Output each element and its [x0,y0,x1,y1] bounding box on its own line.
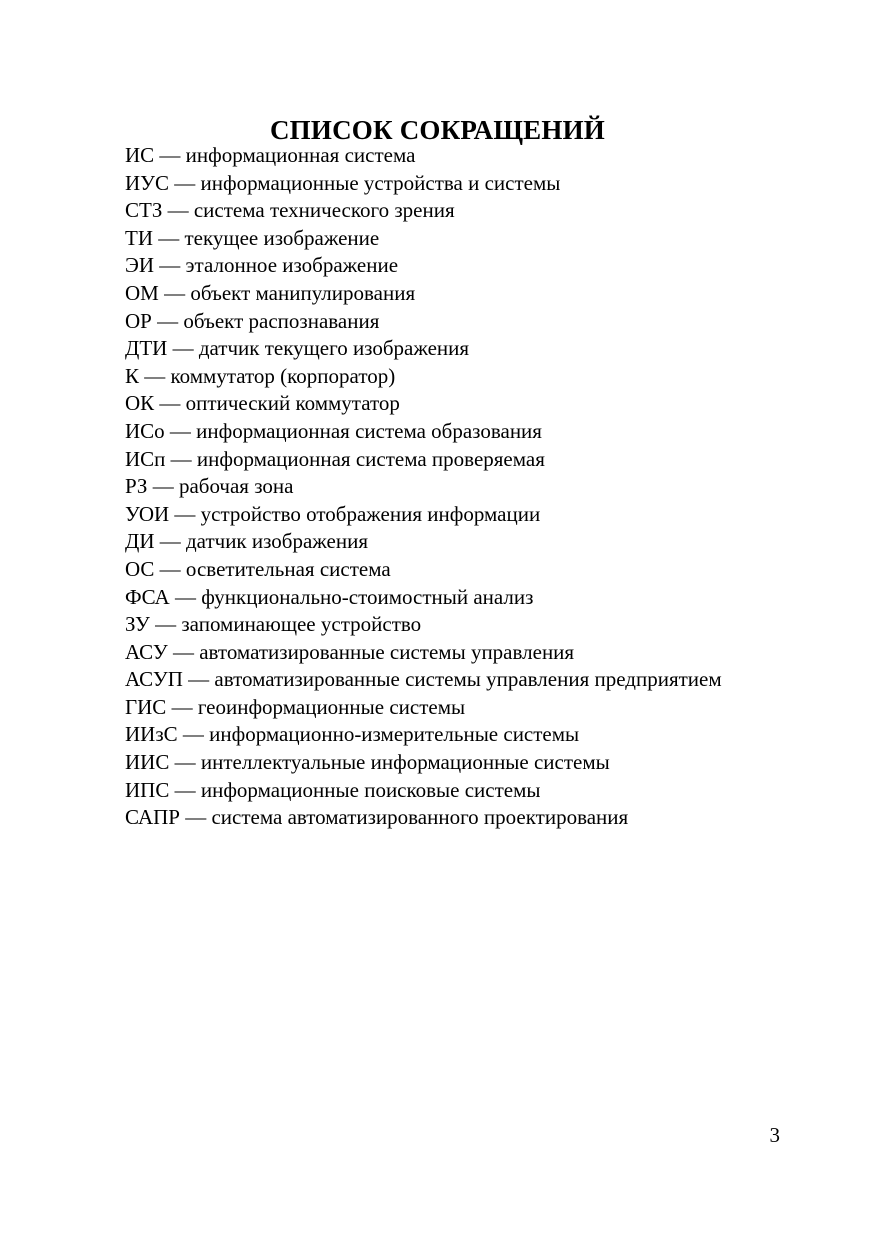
abbreviation-item: ЭИ — эталонное изображение [125,253,399,278]
abbreviation-item: УОИ — устройство отображения информации [125,501,541,526]
abbreviation-item: АСУП — автоматизированные системы управления предприятием [125,667,722,692]
abbreviation-item: ИИС — интеллектуальные информационные системы [125,750,610,775]
abbreviation-item: ИС — информационная система [125,143,416,167]
abbreviation-item: СТЗ — система технического зрения [125,198,455,223]
abbreviation-item: ИСо — информационная система образования [125,418,542,443]
abbreviation-item: ОМ — объект манипулирования [125,280,416,305]
abbreviation-item: ЗУ — запоминающее устройство [125,612,422,637]
abbreviation-item: ОР — объект распознавания [125,308,380,333]
abbreviation-item: ИПС — информационные поисковые системы [125,777,541,802]
abbreviation-item: ТИ — текущее изображение [125,225,380,250]
abbreviation-item: САПР — система автоматизированного проектирования [125,805,629,830]
page-title: СПИСОК СОКРАЩЕНИЙ [269,115,605,146]
abbreviation-list [125,142,825,832]
page-number: 3 [769,1123,780,1147]
abbreviation-item: АСУ — автоматизированные системы управления [125,639,575,664]
abbreviation-item: ДИ — датчик изображения [125,529,368,554]
abbreviation-item: ОС — осветительная система [125,556,391,581]
abbreviation-item: РЗ — рабочая зона [125,474,294,499]
abbreviation-item: ФСА — функционально-стоимостный анализ [125,584,534,609]
abbreviation-item: ОК — оптический коммутатор [125,391,400,416]
abbreviation-item: ИСп — информационная система проверяемая [125,446,545,471]
abbreviation-item: К — коммутатор (корпоратор) [125,363,396,388]
abbreviation-item: ИИзС — информационно-измерительные системы [125,722,580,747]
abbreviation-item: ГИС — геоинформационные системы [125,694,466,719]
abbreviation-item: ИУС — информационные устройства и системы [125,170,561,195]
abbreviation-item: ДТИ — датчик текущего изображения [125,336,470,361]
